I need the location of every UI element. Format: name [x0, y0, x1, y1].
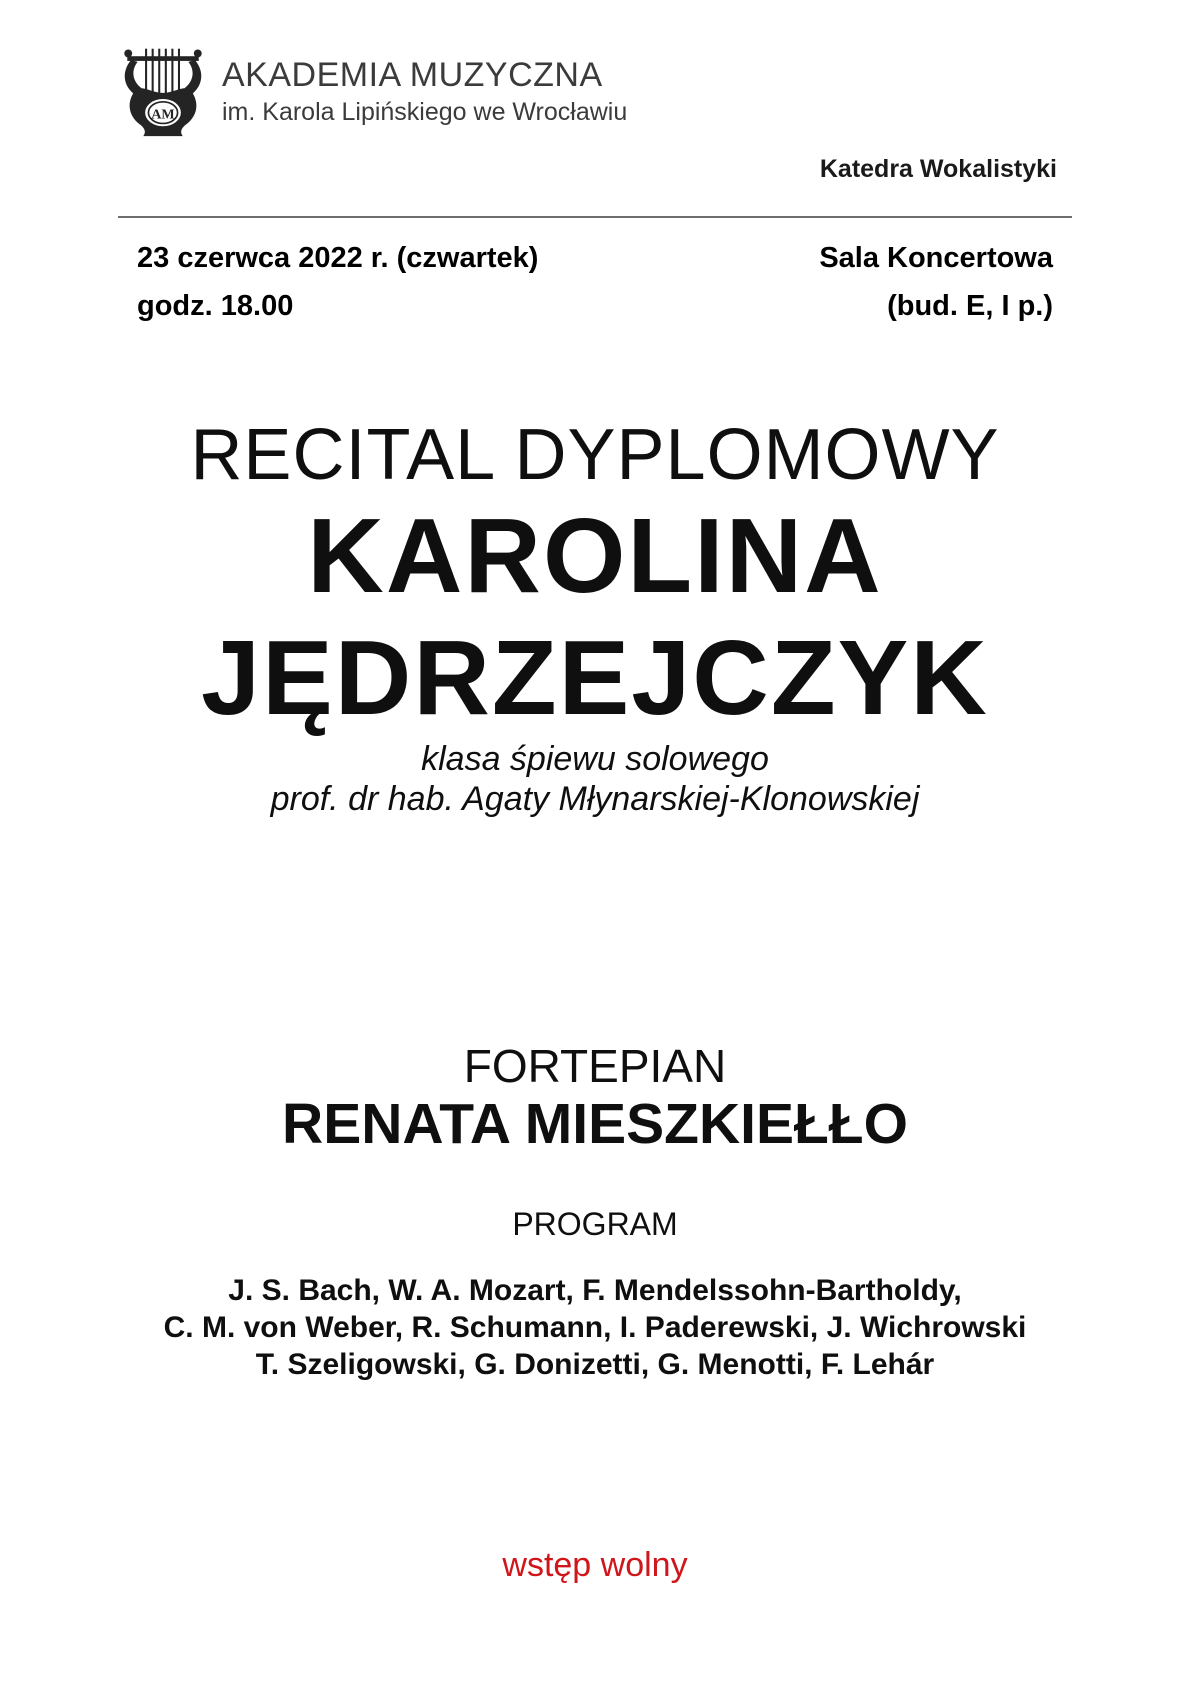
accompanist-role: FORTEPIAN — [463, 1040, 727, 1092]
title-block — [0, 415, 1190, 819]
composers-line-1: J. S. Bach, W. A. Mozart, F. Mendelssohn-Bartholdy, — [228, 1274, 962, 1307]
academy-logo — [116, 44, 627, 138]
event-date-time — [137, 234, 538, 330]
composers-list — [0, 1272, 1190, 1383]
event-venue — [819, 234, 1053, 330]
event-info — [137, 234, 1053, 330]
venue-detail: (bud. E, I p.) — [887, 290, 1053, 322]
header-divider — [118, 216, 1072, 218]
class-info-line1: klasa śpiewu solowego — [421, 740, 769, 778]
department-label: Katedra Wokalistyki — [819, 155, 1057, 183]
event-date: 23 czerwca 2022 r. (czwartek) — [137, 242, 539, 274]
admission-notice: wstęp wolny — [502, 1546, 688, 1584]
lyre-logo-icon — [116, 44, 210, 138]
academy-logo-text — [222, 56, 627, 127]
academy-subtitle: im. Karola Lipińskiego we Wrocławiu — [222, 97, 628, 126]
accompanist-block — [0, 1040, 1190, 1156]
recital-type-title: RECITAL DYPLOMOWY — [190, 415, 1000, 495]
performer-first-name: KAROLINA — [307, 497, 883, 615]
class-info-line2: prof. dr hab. Agaty Młynarskiej-Klonowskiej — [270, 780, 920, 818]
composers-line-2: C. M. von Weber, R. Schumann, I. Paderewski, J. Wichrowski — [163, 1311, 1027, 1344]
program-heading: PROGRAM — [512, 1206, 678, 1242]
lyre-monogram: AM — [151, 106, 175, 123]
academy-name: AKADEMIA MUZYCZNA — [222, 55, 603, 94]
composers-line-3: T. Szeligowski, G. Donizetti, G. Menotti, F. Lehár — [255, 1348, 935, 1381]
event-time: godz. 18.00 — [137, 290, 294, 322]
performer-last-name: JĘDRZEJCZYK — [201, 619, 989, 737]
accompanist-name: RENATA MIESZKIEŁŁO — [282, 1092, 908, 1156]
venue-name: Sala Koncertowa — [819, 242, 1053, 274]
